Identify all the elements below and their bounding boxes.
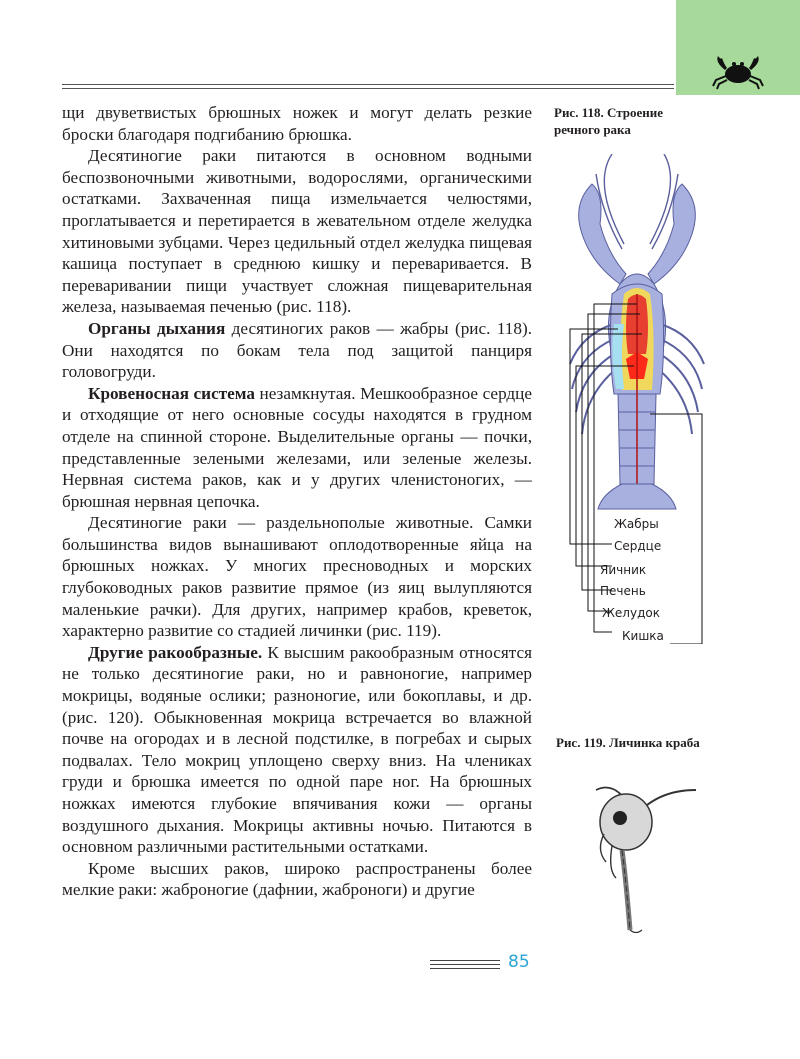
label-ovary: Яичник (600, 563, 647, 577)
paragraph: Другие ракообразные. К высшим ракообразным относятся не только десятиногие раки, но и равноногие, например мокрицы, водяные ослики; разноногие, или бокоплавы, и др. (рис. 120). Обыкновенная мокрица встречается во влажной почве на огородах и в лесной подстилке, в погребах и сырых подвалах. Тело мокриц уплощено сверху вниз. На члениках груди и брюшка имеется по одной паре ног. На брюшных ножках имеются глубокие впячивания кожи — органы воздушного дыхания. Мокрицы активны ночью. Питаются в основном различными растительными остатками. (62, 642, 533, 857)
paragraph: Кровеносная система незамкнутая. Мешкообразное сердце и отходящие от него основные сосуды находятся в грудном отделе на спинной стороне. Выделительные органы — почки, представленные зелеными железами, или зеленые железы. Нервная система раков, как и у других членистоногих, — брюшная нервная цепочка. (62, 383, 533, 511)
label-intestine: Кишка (622, 629, 664, 643)
label-heart: Сердце (614, 539, 662, 553)
crab-larva-figure (556, 770, 726, 935)
paragraph: щи двуветвистых брюшных ножек и могут делать резкие броски благодаря подгибанию брюшка. (62, 103, 532, 144)
header-rule (62, 84, 674, 85)
paragraph: Десятиногие раки — раздельнополые животные. Самки большинства видов вынашивают оплодотворенные яйца на брюшных ножках. У многих пресноводных и морских глубоководных раков развитие прямое (из яиц вылупляются маленькие рачки). Для других, например крабов, креветок, характерно развитие со стадией личинки (рис. 119). (62, 513, 532, 641)
chapter-tab (676, 0, 800, 95)
body-text (62, 102, 532, 901)
page-number: 85 (508, 952, 530, 972)
footer-rule (430, 960, 500, 972)
label-stomach: Желудок (602, 606, 660, 620)
figure-119-caption: Рис. 119. Личинка краба (556, 735, 700, 750)
label-gills: Жабры (614, 517, 659, 531)
crab-icon (710, 52, 766, 90)
paragraph: Органы дыхания десятиногих раков — жабры (рис. 118). Они находятся по бокам тела под защитой панциря головогруди. (62, 318, 532, 382)
paragraph: Кроме высших раков, широко распространены более мелкие раки: жаброногие (дафнии, жаброноги) и другие (62, 858, 532, 900)
figure-118-caption: Рис. 118. Строение речного рака (554, 105, 663, 137)
header-rule (62, 88, 674, 89)
paragraph: Десятиногие раки питаются в основном водными беспозвоночными животными, водорослями, органическими остатками. Захваченная пища измельчается челюстями, проглатывается и перетирается в жевательном отделе желудка хитиновыми зубцами. Через цедильный отдел желудка пищевая кашица поступает в среднюю кишку и переваривается. В переваривании пищи участвует сложная пищеварительная железа, называемая печенью (рис. 118). (62, 146, 532, 317)
label-liver: Печень (600, 584, 646, 598)
